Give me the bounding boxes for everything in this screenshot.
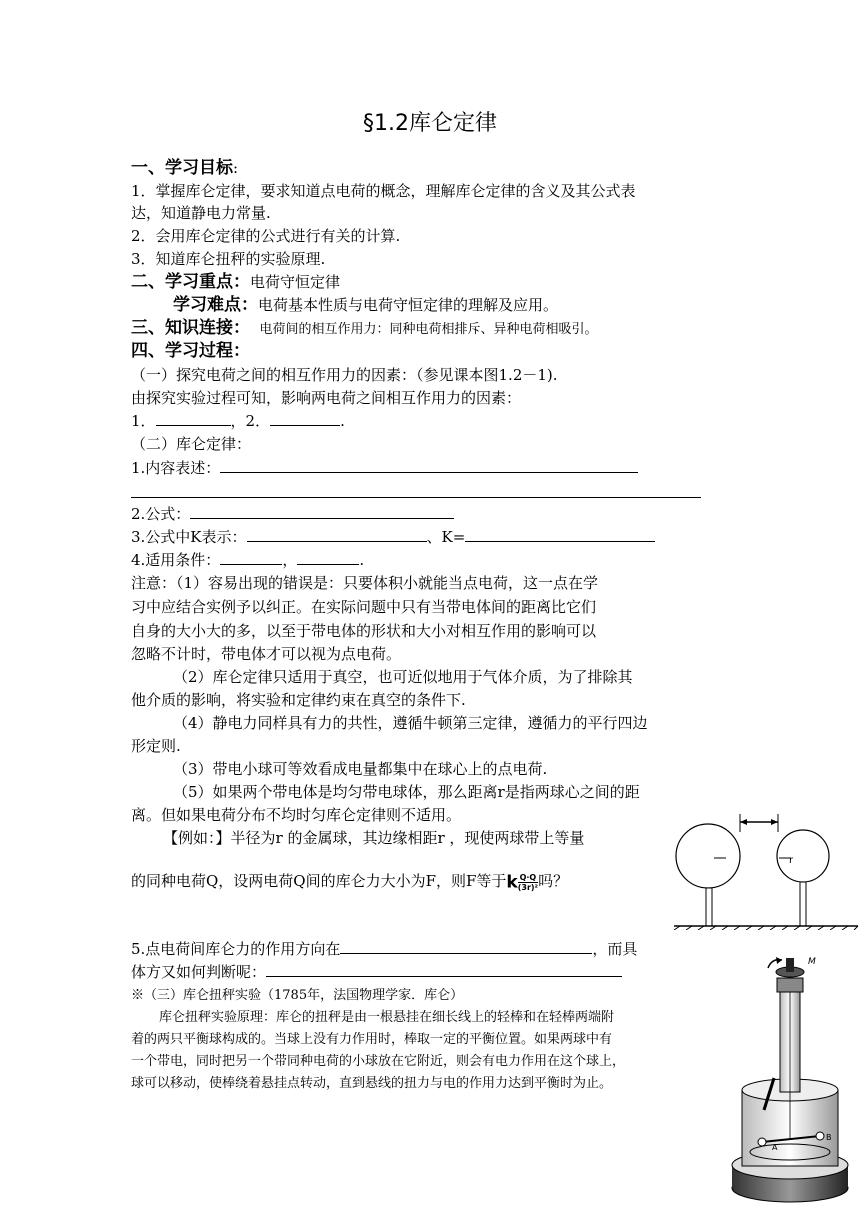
content-statement: 1.内容表述：	[131, 457, 638, 479]
note-line: 形定则.	[131, 737, 181, 755]
process-part-1: （一）探究电荷之间的相互作用力的因素：（参见课本图1.2－1).	[131, 366, 558, 384]
torsion-line: 着的两只平衡球构成的。当球上没有力作用时，棒取一定的平衡位置。如果两球中有	[131, 1032, 613, 1047]
torsion-line: 球可以移动，使棒绕着悬挂点转动，直到悬线的扭力与电的作用力达到平衡时为止。	[131, 1076, 613, 1091]
two-spheres-figure	[670, 806, 860, 930]
note-line: 自身的大小大的多，以至于带电体的形状和大小对相互作用的影响可以	[131, 622, 597, 640]
note-line: 习中应结合实例予以纠正。在实际问题中只有当带电体间的距离比它们	[131, 598, 597, 616]
svg-text:r: r	[789, 855, 794, 866]
factors-blanks: 1． ，2． .	[131, 412, 345, 430]
section-1-heading: 一、学习目标:	[131, 158, 239, 178]
example-line: 【例如：】半径为r 的金属球，其边缘相距r ，现使两球带上等量	[163, 829, 585, 847]
note-line: 离。但如果电荷分布不均时匀库仑定律则不适用。	[131, 806, 462, 824]
answer-line	[131, 497, 701, 498]
note-line: 忽略不计时，带电体才可以视为点电荷。	[131, 645, 402, 663]
torsion-heading: ※（三）库仑扭秤实验（1785年，法国物理学家．库仑）	[131, 988, 464, 1003]
goal-line: 3．知道库仑扭秤的实验原理.	[131, 250, 326, 268]
section-4-heading: 四、学习过程：	[131, 341, 250, 361]
section-3-heading: 三、知识连接： 电荷间的相互作用力：同种电荷相排斥、异种电荷相吸引。	[131, 318, 598, 338]
section-2-heading: 二、学习重点：电荷守恒定律	[131, 272, 341, 292]
note-line: （5）如果两个带电体是均匀带电球体，那么距离r是指两球心之间的距	[173, 783, 640, 801]
torsion-line: 一个带电，同时把另一个带同种电荷的小球放在它附近，则会有电力作用在这个球上，	[131, 1054, 626, 1069]
svg-text:B: B	[826, 1133, 832, 1142]
goal-line: 达，知道静电力常量.	[131, 204, 271, 222]
note-line: 注意：（1）容易出现的错误是：只要体积小就能当点电荷，这一点在学	[131, 574, 599, 592]
goal-line: 2．会用库仑定律的公式进行有关的计算.	[131, 227, 401, 245]
torsion-line: 库仑扭秤实验原理：库仑的扭秤是由一根悬挂在细长线上的轻棒和在轻棒两端附	[159, 1010, 615, 1025]
coulomb-formula: k $\frac{Q\cdot Q}{\text{(3r)²}}$	[506, 872, 539, 893]
note-line: （3）带电小球可等效看成电量都集中在球心上的点电荷.	[173, 760, 548, 778]
svg-text:A: A	[772, 1143, 778, 1152]
direction-question: 5.点电荷间库仑力的作用方向在 ，而具	[131, 940, 638, 958]
formula-question: 2.公式：	[131, 503, 454, 525]
note-line: 他介质的影响，将实验和定律约束在真空的条件下.	[131, 691, 466, 709]
page-title: §1.2库仑定律	[363, 111, 497, 136]
note-line: （4）静电力同样具有力的共性，遵循牛顿第三定律，遵循力的平行四边	[173, 714, 648, 732]
k-question: 3.公式中K表示： 、K=	[131, 526, 655, 548]
svg-text:M: M	[808, 957, 816, 967]
goal-line: 1．掌握库仑定律，要求知道点电荷的概念，理解库仑定律的含义及其公式表	[131, 182, 636, 200]
torsion-balance-figure	[722, 950, 858, 1210]
section-2b-heading: 学习难点：电荷基本性质与电荷守恒定律的理解及应用。	[173, 295, 559, 315]
process-text: 由探究实验过程可知，影响两电荷之间相互作用力的因素：	[131, 389, 522, 407]
direction-question-2: 体方又如何判断呢：	[131, 961, 622, 983]
process-part-2: （二）库仑定律：	[131, 435, 252, 453]
example-question: 的同种电荷Q，设两电荷Q间的库仑力大小为F，则F等于k $\frac{Q\cdot Q}{\text{(3r)²}}$ 吗？	[131, 872, 569, 893]
note-line: （2）库仑定律只适用于真空，也可近似地用于气体介质，为了排除其	[173, 668, 633, 686]
conditions-question: 4.适用条件： ， .	[131, 551, 365, 569]
